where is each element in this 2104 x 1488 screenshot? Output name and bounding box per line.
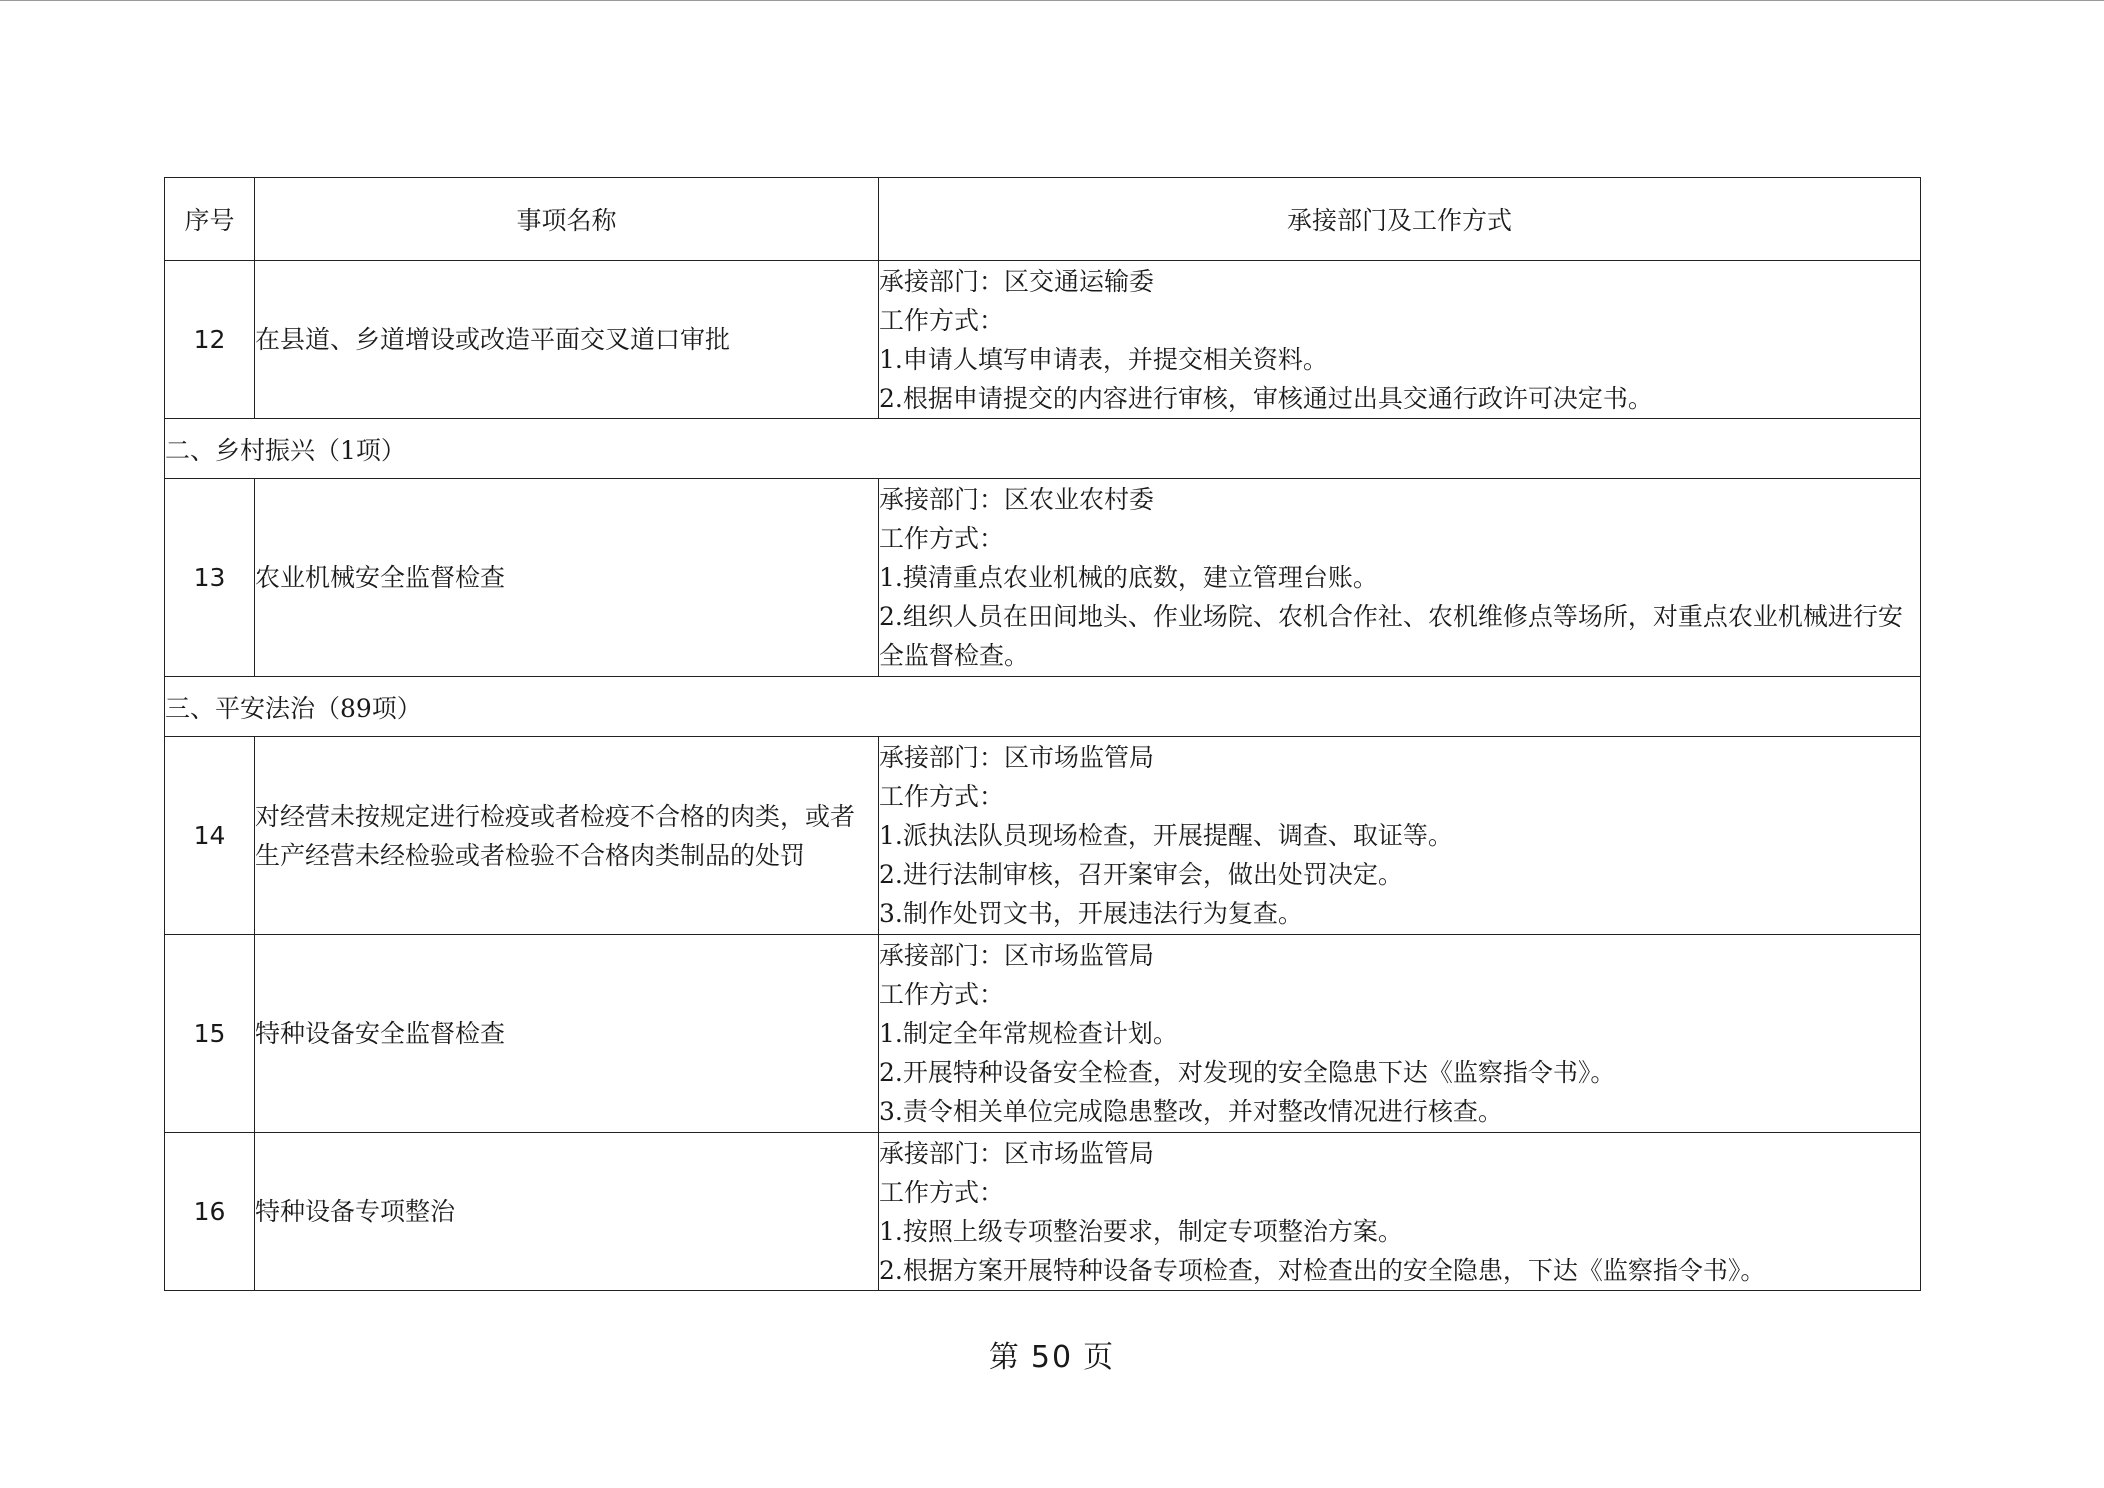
table-row [165, 261, 1921, 419]
page-label-prefix: 第 [988, 1340, 1021, 1375]
table-row [165, 935, 1921, 1133]
row-seq: 15 [165, 935, 255, 1133]
header-name: 事项名称 [255, 178, 879, 261]
row-method-cell [879, 935, 1921, 1133]
method-step: 1.摸清重点农业机械的底数，建立管理台账。 [879, 563, 1378, 592]
header-method: 承接部门及工作方式 [879, 178, 1921, 261]
top-border-line [0, 0, 2104, 1]
row-item-name: 农业机械安全监督检查 [255, 479, 879, 677]
row-seq: 13 [165, 479, 255, 677]
method-label: 工作方式： [879, 1177, 1005, 1207]
department-text: 承接部门：区农业农村委 [879, 485, 1155, 514]
table-row [165, 1133, 1921, 1291]
method-label: 工作方式： [879, 980, 1005, 1009]
department-text: 承接部门：区交通运输委 [879, 266, 1155, 296]
department-text: 承接部门：区市场监管局 [879, 743, 1155, 772]
method-label: 工作方式： [879, 782, 1005, 811]
department-text: 承接部门：区市场监管局 [879, 1138, 1155, 1168]
header-seq: 序号 [165, 178, 255, 261]
method-step: 1.申请人填写申请表，并提交相关资料。 [879, 344, 1328, 374]
row-item-name: 对经营未按规定进行检疫或者检疫不合格的肉类，或者生产经营未经检验或者检验不合格肉类制品的处罚 [255, 737, 879, 935]
row-item-name: 在县道、乡道增设或改造平面交叉道口审批 [255, 261, 879, 419]
method-step: 3.制作处罚文书，开展违法行为复查。 [879, 899, 1303, 928]
items-table [164, 177, 1921, 1291]
row-method-cell [879, 737, 1921, 935]
method-step: 2.开展特种设备安全检查，对发现的安全隐患下达《监察指令书》。 [879, 1058, 1616, 1087]
page-number: 50 [1030, 1340, 1074, 1375]
method-step: 2.进行法制审核，召开案审会，做出处罚决定。 [879, 860, 1403, 889]
method-label: 工作方式： [879, 305, 1005, 335]
row-seq: 16 [165, 1133, 255, 1291]
table-row [165, 737, 1921, 935]
row-method-cell [879, 479, 1921, 677]
method-label: 工作方式： [879, 524, 1005, 553]
method-step: 2.根据申请提交的内容进行审核，审核通过出具交通行政许可决定书。 [879, 383, 1653, 413]
method-step: 1.派执法队员现场检查，开展提醒、调查、取证等。 [879, 821, 1453, 850]
table-header-row [165, 178, 1921, 261]
row-seq: 14 [165, 737, 255, 935]
page-footer [0, 1332, 2104, 1376]
section-row [165, 419, 1921, 479]
table-row [165, 479, 1921, 677]
department-text: 承接部门：区市场监管局 [879, 941, 1155, 970]
method-step: 2.根据方案开展特种设备专项检查，对检查出的安全隐患，下达《监察指令书》。 [879, 1255, 1766, 1285]
section-title: 三、平安法治（89项） [165, 677, 1921, 737]
method-step: 3.责令相关单位完成隐患整改，并对整改情况进行核查。 [879, 1097, 1503, 1126]
section-row [165, 677, 1921, 737]
method-step: 1.按照上级专项整治要求，制定专项整治方案。 [879, 1216, 1403, 1246]
page-label-suffix: 页 [1083, 1340, 1116, 1375]
row-seq: 12 [165, 261, 255, 419]
row-method-cell [879, 1133, 1921, 1291]
section-title: 二、乡村振兴（1项） [165, 419, 1921, 479]
row-method-cell [879, 261, 1921, 419]
row-item-name: 特种设备安全监督检查 [255, 935, 879, 1133]
row-item-name: 特种设备专项整治 [255, 1133, 879, 1291]
method-step: 1.制定全年常规检查计划。 [879, 1019, 1178, 1048]
method-step: 2.组织人员在田间地头、作业场院、农机合作社、农机维修点等场所，对重点农业机械进行安全监督检查。 [879, 602, 1903, 670]
